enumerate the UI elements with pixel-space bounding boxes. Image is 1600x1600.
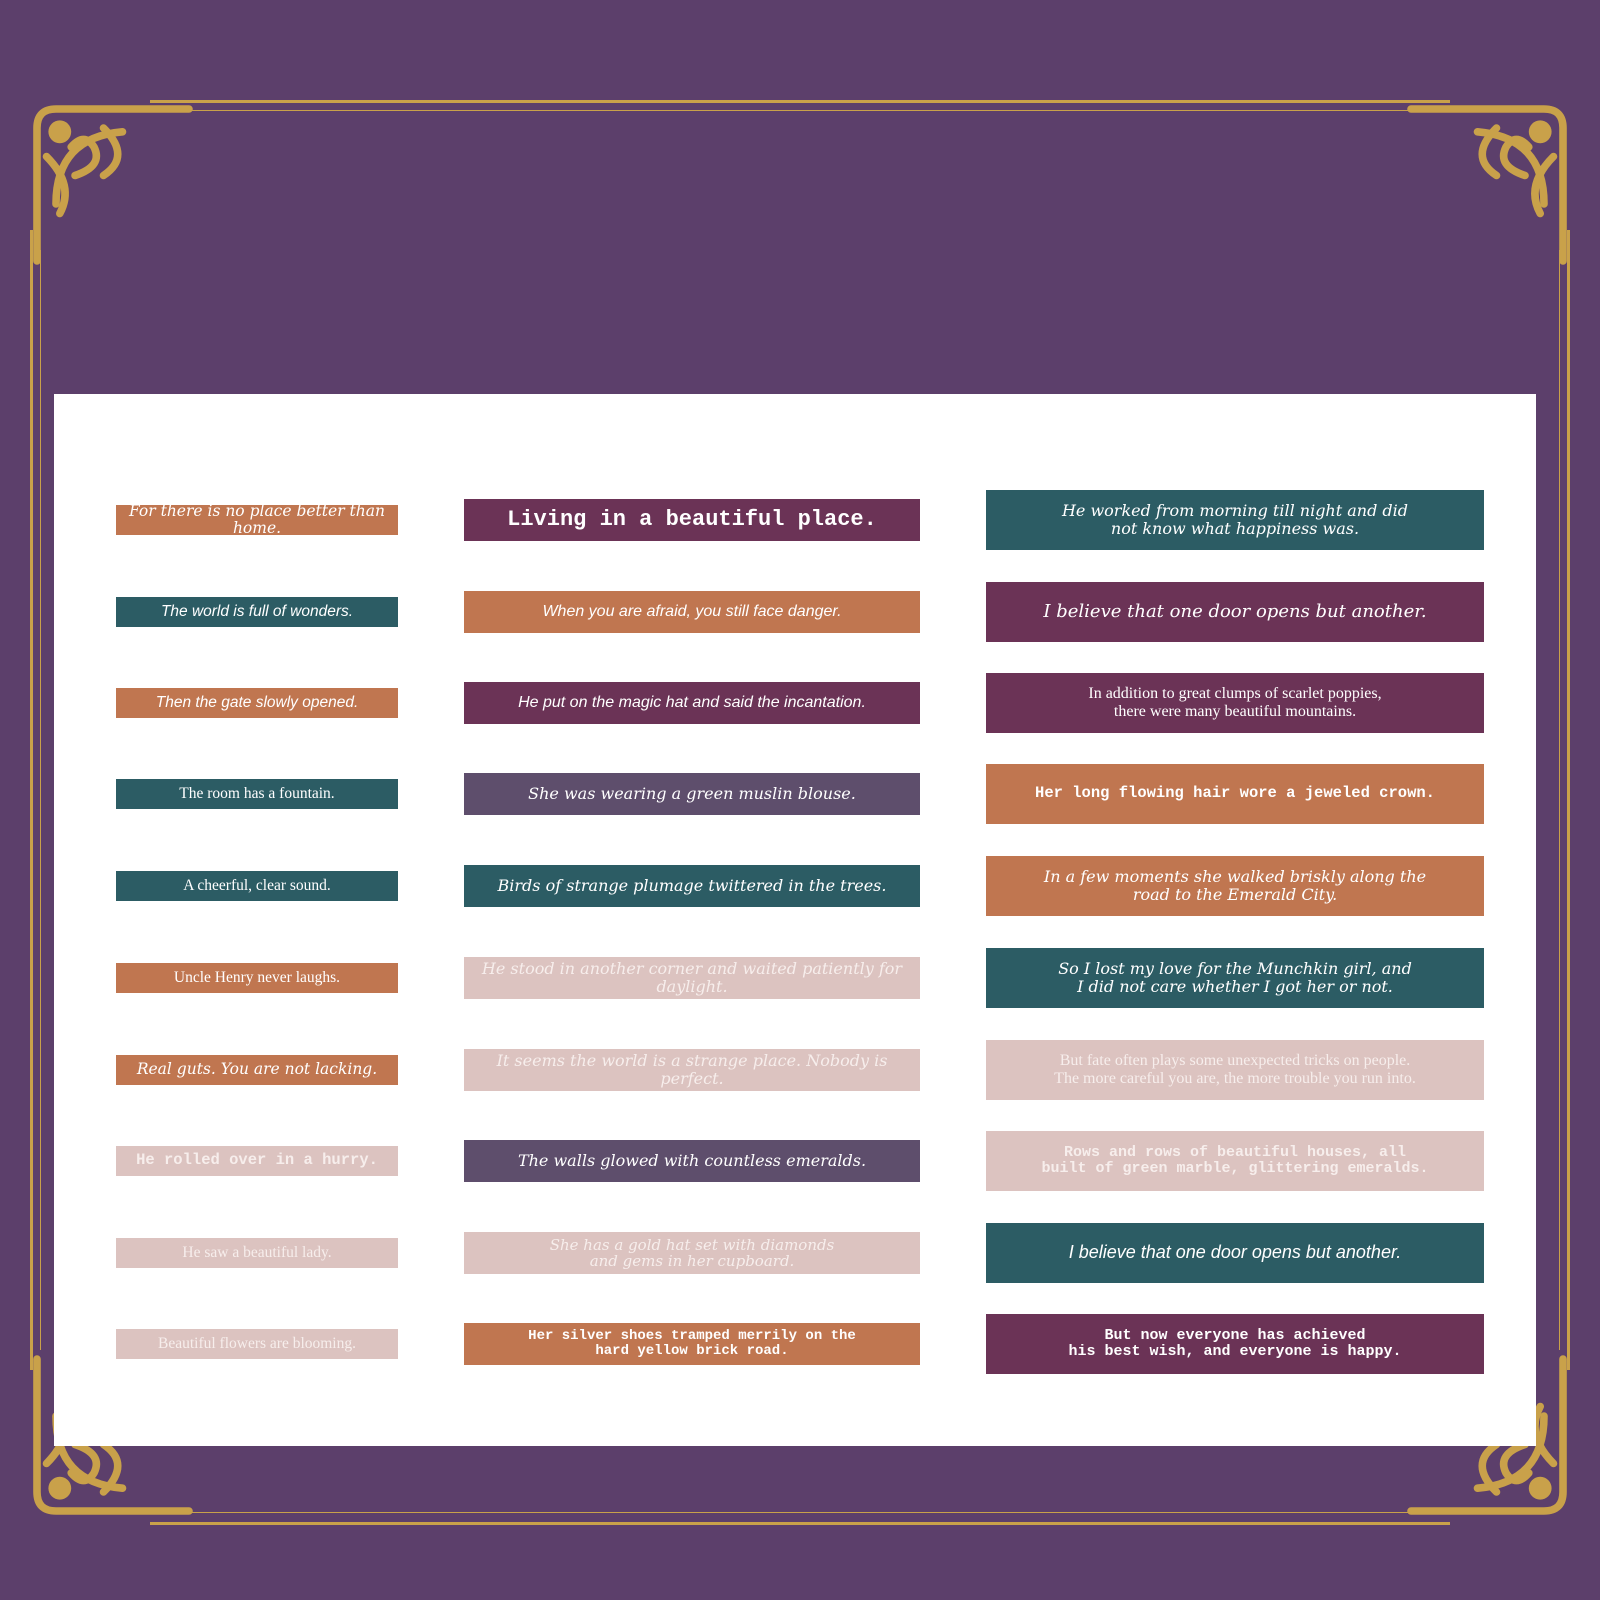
quote-strip: He worked from morning till night and did not know what happiness was. xyxy=(986,490,1484,550)
quote-strip: She was wearing a green muslin blouse. xyxy=(464,773,920,815)
quote-strip: For there is no place better than home. xyxy=(116,505,398,535)
quote-strip: A cheerful, clear sound. xyxy=(116,871,398,901)
quote-strip: In addition to great clumps of scarlet poppies, there were many beautiful mountains. xyxy=(986,673,1484,733)
quote-strip: Her long flowing hair wore a jeweled crown. xyxy=(986,764,1484,824)
quote-strip: So I lost my love for the Munchkin girl, and I did not care whether I got her or not. xyxy=(986,948,1484,1008)
quote-strip: Uncle Henry never laughs. xyxy=(116,963,398,993)
frame-line-bottom xyxy=(150,1522,1450,1525)
quote-strip: When you are afraid, you still face danger. xyxy=(464,591,920,633)
quote-strip: The world is full of wonders. xyxy=(116,597,398,627)
frame-line-top-inner xyxy=(170,110,1430,111)
quote-strip: I believe that one door opens but another. xyxy=(986,582,1484,642)
quote-strip: But fate often plays some unexpected tricks on people. The more careful you are, the more trouble you run into. xyxy=(986,1040,1484,1100)
sticker-sheet xyxy=(54,394,1536,1446)
frame-line-left-inner xyxy=(40,250,41,1350)
quote-strip: But now everyone has achieved his best wish, and everyone is happy. xyxy=(986,1314,1484,1374)
quote-strip: Living in a beautiful place. xyxy=(464,499,920,541)
quote-strip: It seems the world is a strange place. Nobody is perfect. xyxy=(464,1049,920,1091)
quote-strip: He stood in another corner and waited patiently for daylight. xyxy=(464,957,920,999)
frame-line-right xyxy=(1567,230,1570,1370)
frame-line-bottom-inner xyxy=(170,1512,1430,1513)
quote-strip: Then the gate slowly opened. xyxy=(116,688,398,718)
quote-strip: Her silver shoes tramped merrily on the hard yellow brick road. xyxy=(464,1323,920,1365)
frame-line-left xyxy=(30,230,33,1370)
gold-filigree-icon xyxy=(1392,90,1582,280)
gold-filigree-icon xyxy=(18,90,208,280)
frame-line-right-inner xyxy=(1559,250,1560,1350)
quote-strip: In a few moments she walked briskly along the road to the Emerald City. xyxy=(986,856,1484,916)
frame-line-top xyxy=(150,100,1450,103)
quote-strip: He put on the magic hat and said the incantation. xyxy=(464,682,920,724)
quote-strip: Rows and rows of beautiful houses, all built of green marble, glittering emeralds. xyxy=(986,1131,1484,1191)
quote-strip: He saw a beautiful lady. xyxy=(116,1238,398,1268)
quote-strip: She has a gold hat set with diamonds and gems in her cupboard. xyxy=(464,1232,920,1274)
quote-strip: He rolled over in a hurry. xyxy=(116,1146,398,1176)
quote-strip: The room has a fountain. xyxy=(116,779,398,809)
quote-strip: Real guts. You are not lacking. xyxy=(116,1055,398,1085)
quote-strip: Beautiful flowers are blooming. xyxy=(116,1329,398,1359)
quote-strip: I believe that one door opens but another. xyxy=(986,1223,1484,1283)
quote-strip: The walls glowed with countless emeralds. xyxy=(464,1140,920,1182)
quote-strip: Birds of strange plumage twittered in the trees. xyxy=(464,865,920,907)
